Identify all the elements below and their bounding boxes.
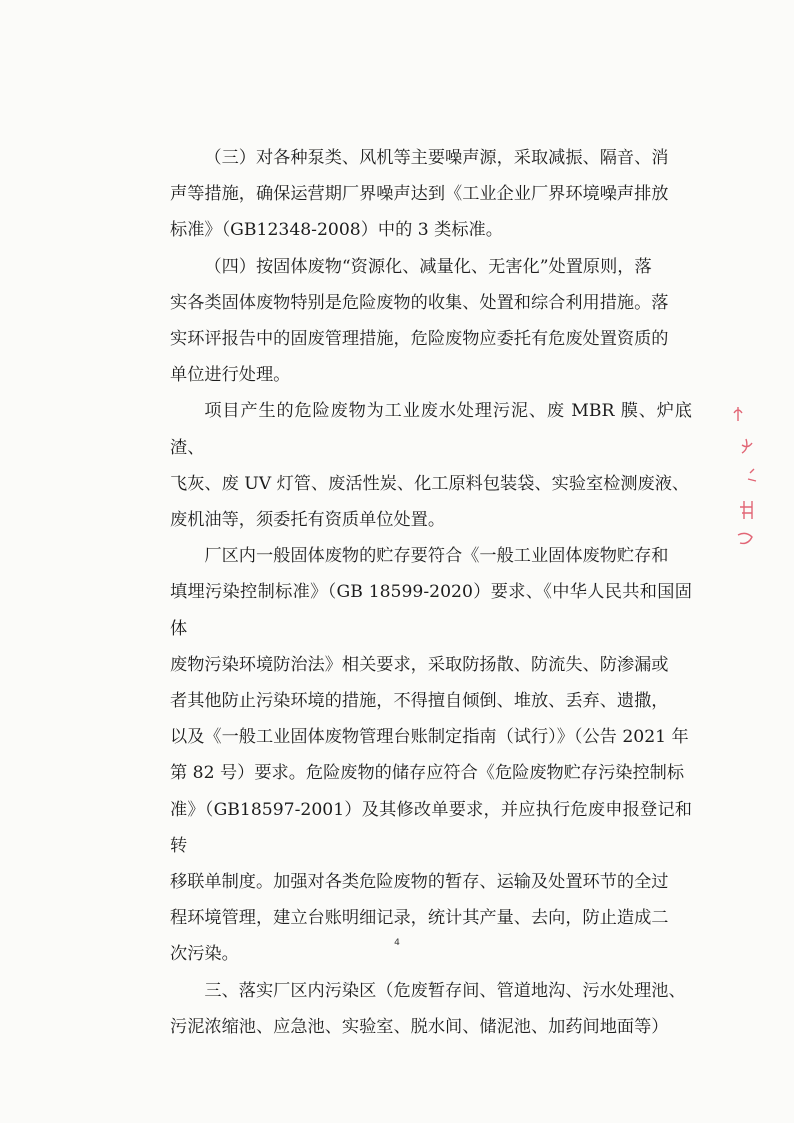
- paragraph-pollution-zones: 三、落实厂区内污染区（危废暂存间、管道地沟、污水处理池、 污泥浓缩池、应急池、实验室、脱水间、储泥池、加药间地面等）: [170, 980, 686, 1037]
- page-number: 4: [394, 938, 400, 948]
- paragraph-storage-requirements: 厂区内一般固体废物的贮存要符合《一般工业固体废物贮存和 填埋污染控制标准》（GB 18599-2020）要求、《中华人民共和国固体 废物污染环境防治法》相关要求，采取防扬散、防流失、防渗漏或 者其他防止污染环境的措施，不得擅自倾倒、堆放、丢弃、遗撒， 以及《一般工业固体废物管理台账制定指南（试行）》（公告 2021 年 第 82 号）要求。危险废物的储存应符合《危险废物贮存污染控制标 准》（GB18597-2001）及其修改单要求，并应执行危废申报登记和转 移联单制度。加强对各类危险废物的暂存、运输及处置环节的全过 程环境管理，建立台账明细记录，统计其产量、去向，防止造成二 次污染。: [170, 546, 692, 965]
- red-seal-edge: [728, 395, 768, 575]
- paragraph-solid-waste-principle: （四）按固体废物“资源化、减量化、无害化”处置原则，落 实各类固体废物特别是危险废物的收集、处置和综合利用措施。落 实环评报告中的固废管理措施，危险废物应委托有危废处置资质的 单位进行处理。: [170, 256, 669, 386]
- body-text: [170, 140, 692, 1045]
- paragraph-noise-control: （三）对各种泵类、风机等主要噪声源，采取减振、隔音、消 声等措施，确保运营期厂界噪声达到《工业企业厂界环境噪声排放 标准》（GB12348-2008）中的 3 类标准。: [170, 148, 669, 241]
- paragraph-hazardous-waste-list: 项目产生的危险废物为工业废水处理污泥、废 MBR 膜、炉底渣、 飞灰、废 UV 灯管、废活性炭、化工原料包装袋、实验室检测废液、 废机油等，须委托有资质单位处置。: [170, 401, 692, 531]
